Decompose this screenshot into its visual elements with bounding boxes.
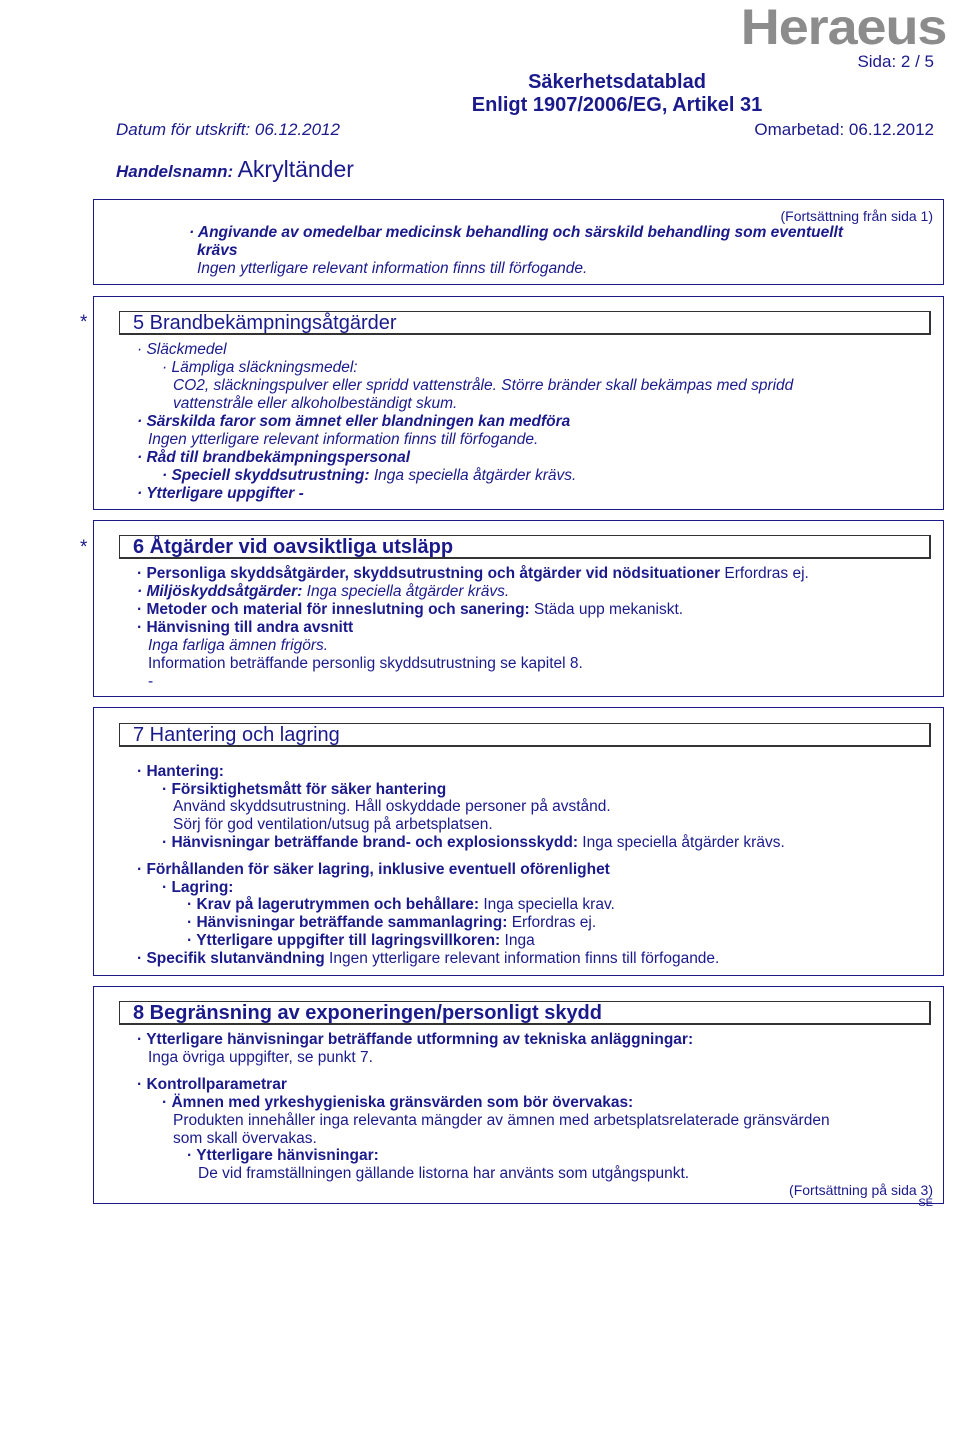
s8-line: som skall övervakas. [173,1130,317,1147]
s7-label: · Specifik slutanvändning [137,950,325,967]
s8-line: Inga övriga uppgifter, se punkt 7. [148,1049,373,1066]
s6-line: Inga farliga ämnen frigörs. [148,637,329,654]
trade-name-label: Handelsnamn: [116,162,234,181]
s7-value: Inga speciella krav. [479,896,615,913]
s7-line [187,932,535,950]
s7-line [162,834,785,852]
first-aid-text: Ingen ytterligare relevant information finns till förfogande. [197,260,588,277]
section-5-title: 5 Brandbekämpningsåtgärder [119,311,931,335]
s5-line: Ingen ytterligare relevant information finns till förfogande. [148,431,539,448]
s5-line: vattenstråle eller alkoholbeständigt skum. [173,395,458,412]
s7-value: Ingen ytterligare relevant information finns till förfogande. [324,950,720,967]
s7-line: Sörj för god ventilation/utsug på arbetsplatsen. [173,816,493,833]
s7-value: Erfordras ej. [507,914,597,931]
section-6-title: 6 Åtgärder vid oavsiktliga utsläpp [119,535,931,559]
page-number: Sida: 2 / 5 [857,52,934,71]
first-aid-heading: · Angivande av omedelbar medicinsk behandling och särskild behandling som eventuellt [189,224,844,241]
s7-line [137,950,719,968]
s7-line [187,914,596,932]
s6-line: Information beträffande personlig skyddsutrustning se kapitel 8. [148,655,583,672]
s6-line: - [148,673,154,690]
s8-line: · Ämnen med yrkeshygieniska gränsvärden som bör övervakas: [162,1094,634,1111]
continued-to: (Fortsättning på sida 3) [789,1182,933,1198]
s5-line: · Särskilda faror som ämnet eller blandningen kan medföra [137,413,571,430]
s5-line: · Ytterligare uppgifter - [137,485,304,502]
first-aid-heading-cont: krävs [197,242,238,259]
s5-label: · Speciell skyddsutrustning: [162,467,370,484]
s6-line [137,583,509,601]
continued-from: (Fortsättning från sida 1) [780,208,933,224]
s5-line: · Lämpliga släckningsmedel: [162,359,358,376]
s6-label: · Metoder och material för inneslutning och sanering: [137,601,530,618]
s5-value: Inga speciella åtgärder krävs. [369,467,577,484]
s7-line: · Lagring: [162,879,234,896]
s6-value: Städa upp mekaniskt. [529,601,684,618]
s8-line: · Ytterligare hänvisningar: [187,1147,379,1164]
s5-line: · Råd till brandbekämpningspersonal [137,449,411,466]
s7-label: · Hänvisningar beträffande brand- och explosionsskydd: [162,834,578,851]
s5-line [162,467,576,485]
print-date: Datum för utskrift: 06.12.2012 [116,120,340,139]
heraeus-logo: Heraeus [740,0,946,55]
section-7-title: 7 Hantering och lagring [119,723,931,747]
s8-line: · Kontrollparametrar [137,1076,287,1093]
s6-label: · Miljöskyddsåtgärder: [137,583,303,600]
s6-value: Erfordras ej. [720,565,809,582]
s6-line [137,565,809,583]
s7-value: Inga speciella åtgärder krävs. [578,834,785,851]
language-code: SE [918,1197,933,1209]
s8-line: · Ytterligare hänvisningar beträffande utformning av tekniska anläggningar: [137,1031,694,1048]
s8-line: De vid framställningen gällande listorna har använts som utgångspunkt. [198,1165,690,1182]
s5-line: · Släckmedel [137,341,227,358]
s7-label: · Hänvisningar beträffande sammanlagring: [187,914,508,931]
s7-label: · Krav på lagerutrymmen och behållare: [187,896,480,913]
s7-line [187,896,615,914]
s7-line: Använd skyddsutrustning. Håll oskyddade personer på avstånd. [173,798,611,815]
s7-line: · Förhållanden för säker lagring, inklusive eventuell oförenlighet [137,861,610,878]
s6-label: · Personliga skyddsåtgärder, skyddsutrustning och åtgärder vid nödsituationer [137,565,721,582]
trade-name-value: Akryltänder [237,156,354,182]
s6-line [137,601,683,619]
revision-date: Omarbetad: 06.12.2012 [754,120,934,139]
s8-line: Produkten innehåller inga relevanta mängder av ämnen med arbetsplatsrelaterade gränsvärden [173,1112,830,1129]
s6-line: · Hänvisning till andra avsnitt [137,619,354,636]
section-8-title: 8 Begränsning av exponeringen/personligt skydd [119,1001,931,1025]
s7-label: · Ytterligare uppgifter till lagringsvillkoren: [187,932,501,949]
revision-marker: * [80,537,88,558]
s5-line: CO2, släckningspulver eller spridd vattenstråle. Större bränder skall bekämpas med spridd [173,377,794,394]
s6-value: Inga speciella åtgärder krävs. [302,583,510,600]
trade-name [116,156,354,183]
revision-marker: * [80,312,88,333]
s7-value: Inga [500,932,535,949]
s7-line: · Försiktighetsmått för säker hantering [162,781,447,798]
document-subtitle: Enligt 1907/2006/EG, Artikel 31 [471,94,763,116]
document-title: Säkerhetsdatablad [528,71,706,93]
s7-line: · Hantering: [137,763,224,780]
